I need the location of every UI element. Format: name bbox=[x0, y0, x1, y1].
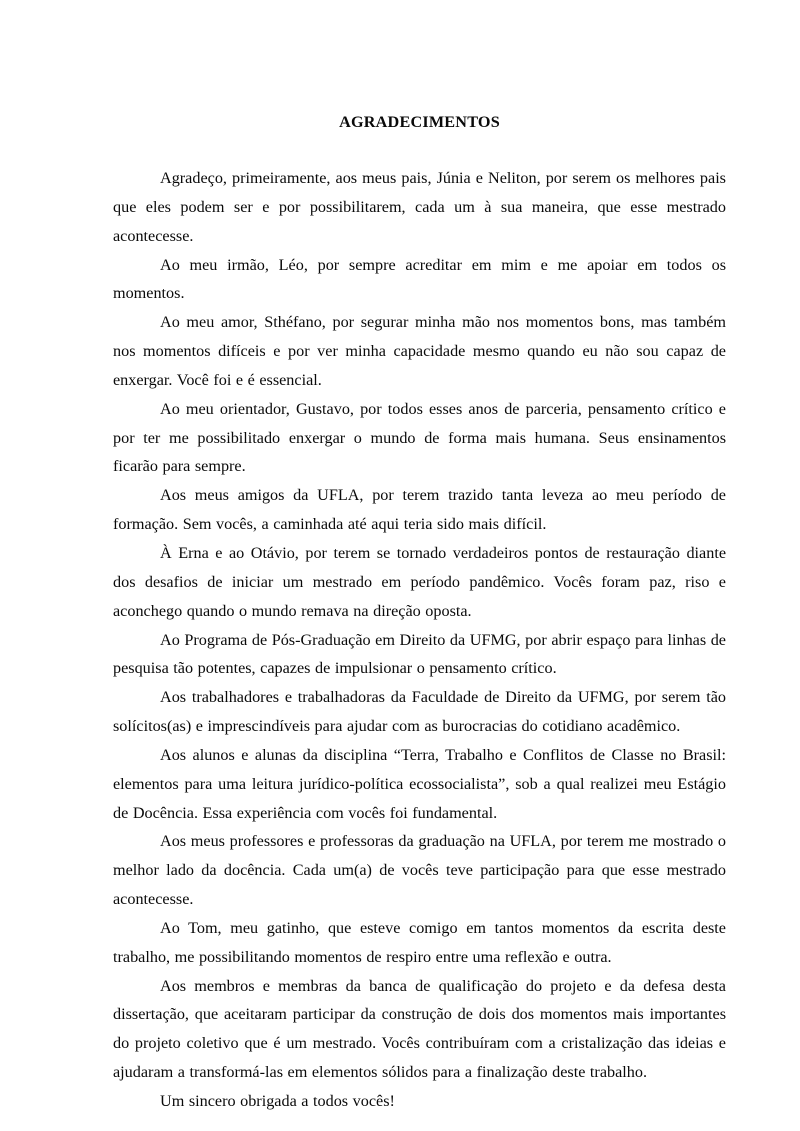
paragraph-thanks-partner: Ao meu amor, Sthéfano, por segurar minha mão nos momentos bons, mas também nos momentos difíceis e por ver minha capacidade mesmo quando eu não sou capaz de enxergar. Você foi e é essencial. bbox=[113, 313, 726, 389]
paragraph-thanks-cat: Ao Tom, meu gatinho, que esteve comigo em tantos momentos da escrita deste trabalho, me possibilitando momentos de respiro entre uma reflexão e outra. bbox=[113, 918, 726, 966]
paragraph-thanks-advisor: Ao meu orientador, Gustavo, por todos esses anos de parceria, pensamento crítico e por ter me possibilitado enxergar o mundo de forma mais humana. Seus ensinamentos ficarão para sempre. bbox=[113, 399, 726, 476]
paragraph-thanks-erna-otavio: À Erna e ao Otávio, por terem se tornado verdadeiros pontos de restauração diante dos desafios de iniciar um mestrado em período pandêmico. Vocês foram paz, riso e aconchego quando o mundo remava na direção oposta. bbox=[113, 543, 726, 620]
paragraph-thanks-staff: Aos trabalhadores e trabalhadoras da Faculdade de Direito da UFMG, por serem tão solícitos(as) e imprescindíveis para ajudar com as burocracias do cotidiano acadêmico. bbox=[113, 688, 726, 736]
paragraph-closing: Um sincero obrigada a todos vocês! bbox=[160, 1092, 395, 1110]
paragraph-thanks-students: Aos alunos e alunas da disciplina “Terra, Trabalho e Conflitos de Classe no Brasil: elementos para uma leitura jurídico-política ecossocialista”, sob a qual realizei meu Estágio de Docência. Essa experiência com vocês foi fundamental. bbox=[113, 745, 726, 822]
paragraph-thanks-parents: Agradeço, primeiramente, aos meus pais, Júnia e Neliton, por serem os melhores pais que eles podem ser e por possibilitarem, cada um à sua maneira, que esse mestrado acontecesse. bbox=[113, 169, 726, 245]
paragraph-thanks-brother: Ao meu irmão, Léo, por sempre acreditar em mim e me apoiar em todos os momentos. bbox=[113, 255, 726, 303]
paragraph-thanks-program: Ao Programa de Pós-Graduação em Direito da UFMG, por abrir espaço para linhas de pesquisa tão potentes, capazes de impulsionar o pensamento crítico. bbox=[113, 630, 726, 678]
paragraph-thanks-professors: Aos meus professores e professoras da graduação na UFLA, por terem me mostrado o melhor lado da docência. Cada um(a) de vocês teve participação para que esse mestrado acontecesse. bbox=[113, 832, 726, 909]
paragraph-thanks-ufla-friends: Aos meus amigos da UFLA, por terem trazido tanta leveza ao meu período de formação. Sem vocês, a caminhada até aqui teria sido mais difícil. bbox=[113, 486, 726, 534]
page-title: AGRADECIMENTOS bbox=[339, 113, 500, 131]
paragraph-thanks-committee: Aos membros e membras da banca de qualificação do projeto e da defesa desta dissertação, que aceitaram participar da construção de dois dos momentos mais importantes do projeto coletivo que é um mestrado. Vocês contribuíram com a cristalização das ideias e ajudaram a transformá-las em elementos sólidos para a finalização deste trabalho. bbox=[113, 976, 726, 1082]
